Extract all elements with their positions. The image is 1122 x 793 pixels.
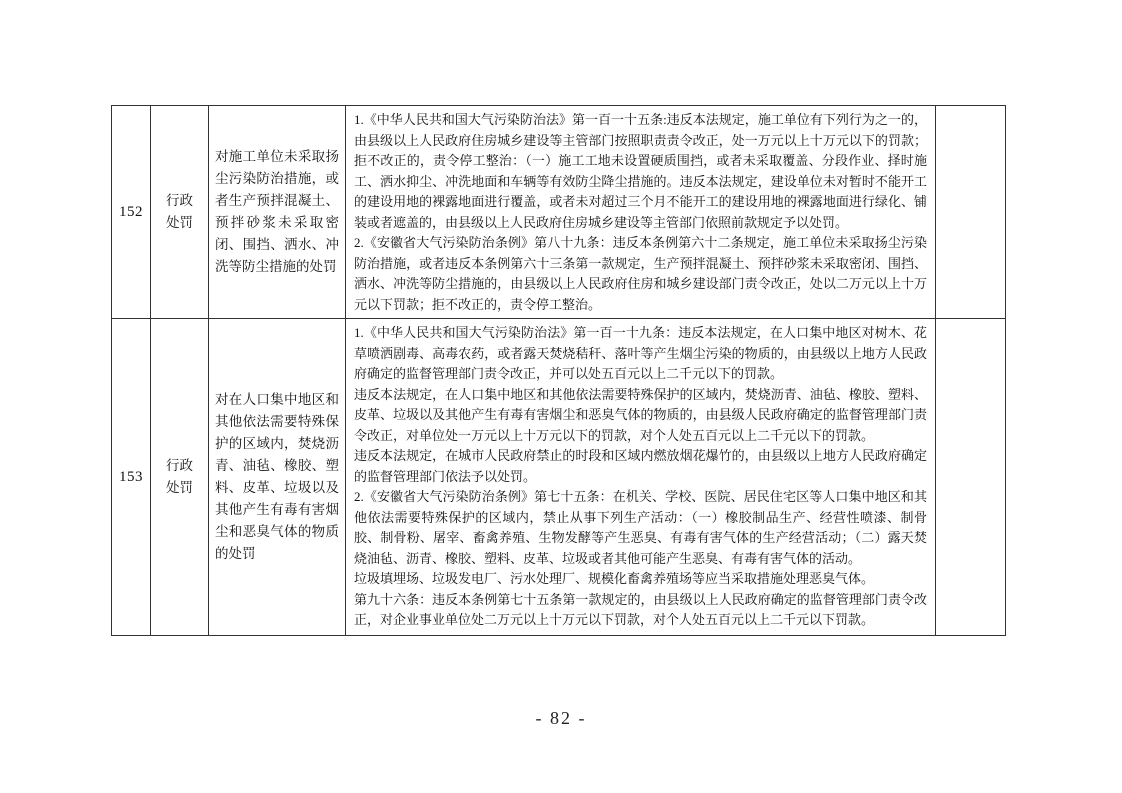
penalty-item-name: 对在人口集中地区和其他依法需要特殊保护的区域内，焚烧沥青、油毡、橡胶、塑料、皮革、垃圾以及其他产生有毒有害烟尘和恶臭气体的物质的处罚 <box>209 319 346 636</box>
remark-cell <box>936 319 1006 636</box>
legal-basis-text: 1.《中华人民共和国大气污染防治法》第一百一十九条：违反本法规定，在人口集中地区对树木、花草喷洒剧毒、高毒农药，或者露天焚烧秸秆、落叶等产生烟尘污染的物质的，由县级以上地方人民政府确定的监督管理部门责令改正，并可以处五百元以上二千元以下的罚款。 违反本法规定，在人口集中地区和其他依法需要特殊保护的区域内，焚烧沥青、油毡、橡胶、塑料、皮革、垃圾以及其他产生有毒有害烟尘和恶臭气体的物质的，由县级人民政府确定的监督管理部门责令改正，对单位处一万元以上十万元以下的罚款，对个人处五百元以上二千元以下的罚款。 违反本法规定，在城市人民政府禁止的时段和区域内燃放烟花爆竹的，由县级以上地方人民政府确定的监督管理部门依法予以处罚。 2.《安徽省大气污染防治条例》第七十五条：在机关、学校、医院、居民住宅区等人口集中地区和其他依法需要特殊保护的区域内，禁止从事下列生产活动：（一）橡胶制品生产、经营性喷漆、制骨胶、制骨粉、屠宰、畜禽养殖、生物发酵等产生恶臭、有毒有害气体的生产经营活动；（二）露天焚烧油毡、沥青、橡胶、塑料、皮革、垃圾或者其他可能产生恶臭、有毒有害气体的活动。 垃圾填埋场、垃圾发电厂、污水处理厂、规模化畜禽养殖场等应当采取措施处理恶臭气体。 第九十六条：违反本条例第七十五条第一款规定的，由县级以上人民政府确定的监督管理部门责令改正，对企业事业单位处二万元以上十万元以下罚款，对个人处五百元以上二千元以下罚款。 <box>354 325 927 627</box>
penalty-category <box>151 106 209 319</box>
row-number: 153 <box>112 319 151 636</box>
remark-cell <box>936 106 1006 319</box>
table-row-153 <box>112 319 1006 636</box>
penalty-category <box>151 319 209 636</box>
penalty-table <box>111 105 1006 636</box>
legal-basis-cell <box>346 106 936 319</box>
legal-basis-text: 1.《中华人民共和国大气污染防治法》第一百一十五条:违反本法规定，施工单位有下列行为之一的，由县级以上人民政府住房城乡建设等主管部门按照职责责令改正，处一万元以上十万元以下的罚款；拒不改正的，责令停工整治：（一）施工工地未设置硬质围挡，或者未采取覆盖、分段作业、择时施工、洒水抑尘、冲洗地面和车辆等有效防尘降尘措施的。违反本法规定，建设单位未对暂时不能开工的建设用地的裸露地面进行覆盖，或者未对超过三个月不能开工的建设用地的裸露地面进行绿化、铺装或者遮盖的，由县级以上人民政府住房城乡建设等主管部门依照前款规定予以处罚。 2.《安徽省大气污染防治条例》第八十九条：违反本条例第六十二条规定，施工单位未采取扬尘污染防治措施，或者违反本条例第六十三条第一款规定，生产预拌混凝土、预拌砂浆未采取密闭、围挡、洒水、冲洗等防尘措施的，由县级以上人民政府住房和城乡建设部门责令改正，处以二万元以上十万元以下罚款；拒不改正的，责令停工整治。 <box>354 112 927 312</box>
legal-basis-cell <box>346 319 936 636</box>
table-row-152 <box>112 106 1006 319</box>
row-number: 152 <box>112 106 151 319</box>
page-number: - 82 - <box>535 708 587 728</box>
penalty-category-text: 行政 处罚 <box>166 458 193 495</box>
penalty-category-text: 行政 处罚 <box>166 193 193 230</box>
penalty-item-name: 对施工单位未采取扬尘污染防治措施，或者生产预拌混凝土、预拌砂浆未采取密闭、围挡、洒水、冲洗等防尘措施的处罚 <box>209 106 346 319</box>
